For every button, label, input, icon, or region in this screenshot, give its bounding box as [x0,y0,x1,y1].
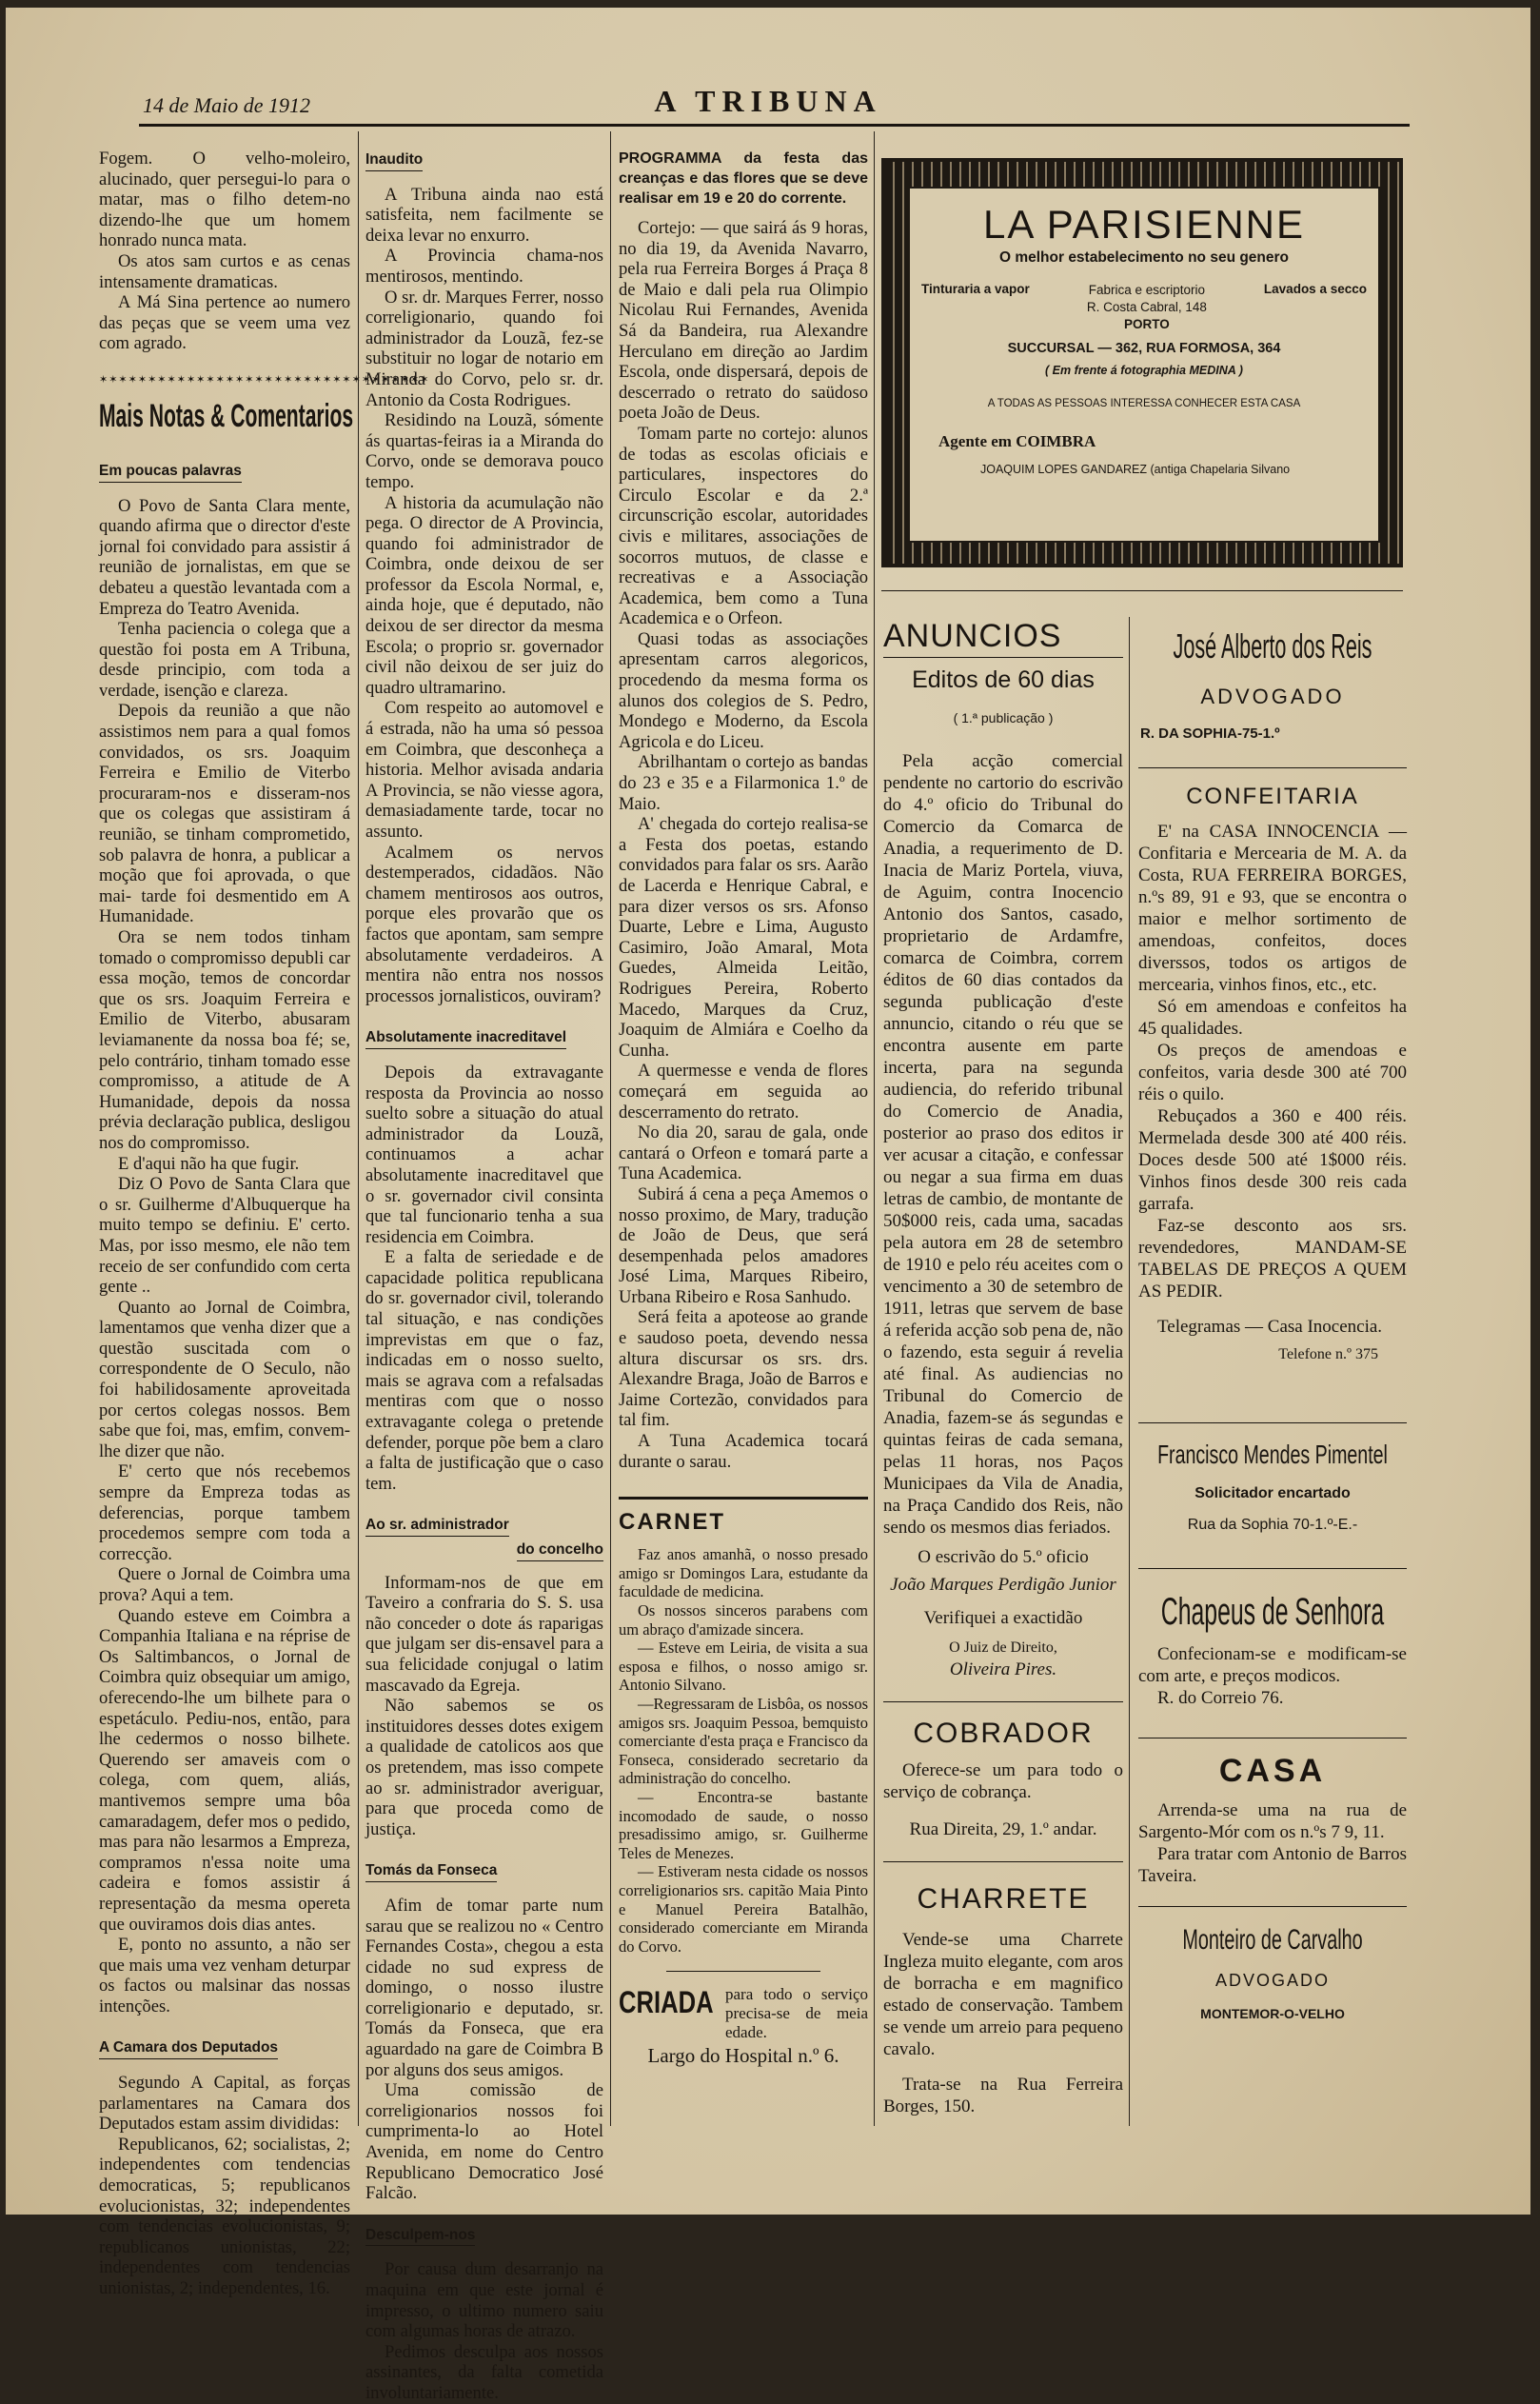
paragraph: E d'aqui não ha que fugir. [118,1153,300,1174]
chapeus-text: Confecionam-se e modificam-se com arte, e preços modicos. [1138,1644,1407,1686]
divider [883,657,1123,658]
editos-body: Pela acção comercial pendente no cartorio do escrivão do 4.º oficio do Tribunal do Comercio da Comarca de Anadia, a requerimento de D. Inacia de Mariz Portela, viuva, de Aguim, contra Inocencio Antonio dos Santos, casado, proprietario de Ardamfre, comarca de Coimbra, correm éditos de 60 dias contados da segunda publicação d'este annuncio, citando o réu que se encontra ausente em parte incerta, para na segunda audiencia, do referido tribunal do Comercio de Anadia, posterior ao praso dos editos ir ver acusar a citação, e confessar ou negar a sua firma em duas letras de cambio, de montante de 50$000 reis, cada uma, sacadas pela autora em 28 de setembro de 1910 e pelo réu aceites com o vencimento a 30 de setembro de 1911, letras que servem de base á referida acção sob pena de, não o fazendo, esta seguir á revelia até final. As audiencias no Tribunal do Comercio de Anadia, fazem-se ás segundas e quintas feiras de cada semana, pelas 11 horas, nos Paços Municipaes da Vila de Anadia, na Praça Candido dos Reis, não sendo os mesmos dias feriados. [883,751,1123,1538]
paragraph: Quanto ao Jornal de Coimbra, lamentamos que venha dizer que a questão suscitada com o correspondente de O Seculo, não foi habilidosamente aproveitada por certos colegas nossos. Bem sabe que foi, mas, emfim, convem-lhe dizer que não. [99,1297,350,1461]
editos-signature-title: O escrivão do 5.º oficio [918,1547,1089,1567]
paragraph: Segundo A Capital, as forças parlamentares na Camara dos Deputados estam assim divididas: [99,2073,350,2135]
ads-column [883,617,1123,2117]
editos-title: Editos de 60 dias [912,666,1095,693]
service-dyeing: Tinturaria a vapor [921,282,1030,296]
pimentel-role: Solicitador encartado [1194,1485,1351,1501]
paragraph: No dia 20, sarau de gala, onde cantará o Orfeon e tomará parte a Tuna Academica. [619,1123,868,1184]
headline: A Camara dos Deputados [99,2037,278,2059]
paragraph: Cortejo: — que sairá ás 9 horas, no dia 19, da Avenida Navarro, pela rua Ferreira Borges á Praça 8 de Maio e dali pela rua Olimpio Nicolau Rui Fernandes, Avenida Sá da Bandeira, rua Alexandre Herculano em direção ao Jardim Escola, onde dispersará, depois de descerrado o retrato do saüdoso poeta João de Deus. [619,218,868,424]
monteiro-role: ADVOGADO [1214,1971,1331,1990]
paragraph: A quermesse e venda de flores começará em seguida ao descerramento do retrato. [619,1061,868,1123]
paragraph: Tomam parte no cortejo: alunos de todas as escolas oficiais e particulares, inspectores do Circulo Escolar e da 2.ª circunscrição escolar, autoridades civis e militares, associações de socorros mutuos, de classe e recreativas e a Associação Academica, bem como a Tuna Academica e o Orfeon. [619,423,868,629]
reis-address: R. DA SOPHIA-75-1.º [1140,725,1280,742]
paragraph: A Tuna Academica tocará durante o sarau. [619,1431,868,1472]
paragraph: A historia da acumulação não pega. O director de A Provincia, quando foi administrador de Coimbra, onde deixou de ser professor da Escola Normal, e, ainda hoje, que é deputado, não deixou de ser director da mesma Escola; o proprio sr. governador civil não deixou de ser juiz do quadro ultramarino. [365,492,603,698]
section-title: Mais Notas & Comentarios [99,397,354,434]
paragraph: — Estiveram nesta cidade os nossos correligionarios srs. capitão Maia Pinto e Manuel Pereira Batalhão, considerado comerciante em Miranda do Corvo. [619,1862,868,1956]
paragraph: Tenha paciencia o colega que a questão foi posta em A Tribuna, desde principio, com toda a verdade, isenção e clareza. [99,619,350,701]
criada-word: CRIADA [619,1985,714,2020]
confeitaria-sweets: Rebuçados a 360 e 400 réis. Mermelada desde 300 até 400 réis. Doces desde 500 até 1$000 réis. Vinhos finos desde 300 reis cada garrafa. [1138,1106,1407,1214]
cobrador-text: Oferece-se um para todo o serviço de cobrança. [883,1760,1123,1802]
monteiro-name: Monteiro de Carvalho [1182,1924,1363,1956]
divider [619,1497,868,1500]
column-2 [365,149,603,2404]
factory-label: Fabrica e escriptorio [1088,283,1206,297]
confeitaria-discount: Faz-se desconto aos srs. revendedores, MANDAM-SE TABELAS DE PREÇOS A QUEM AS PEDIR. [1138,1216,1407,1301]
paragraph: — Esteve em Leiria, de visita a sua esposa e filhos, o nosso amigo sr. Antonio Silvano. [619,1639,868,1695]
parisienne-notice: A TODAS AS PESSOAS INTERESSA CONHECER ESTA CASA [987,398,1301,409]
paragraph: Residindo na Louzã, sómente ás quartas-feiras ia a Miranda do Corvo, onde se demorava pouco tempo. [365,410,603,492]
paragraph: Acalmem os nervos destemperados, cidadãos. Não chamem mentirosos aos outros, porque eles provarão que os factos que apontam, sam sempre absolutamente verdadeiros. A mentira não entra nos nossos processos jornalisticos, ouviram? [365,842,603,1006]
agent-label: Agente em COIMBRA [938,432,1096,450]
paragraph: Ora se nem todos tinham tomado o compromisso depubli car essa moção, temos de concordar que os srs. Joaquim Ferreira e Emilio de Viterbo, abusaram leviamanente da nossa boa fé; se, pelo contrário, tinham tomado esse compromisso, a atitude de A Humanidade, depois da nossa prévia declaração publica, desligou nos do compromisso. [99,927,350,1153]
program-title: PROGRAMMA da festa das creanças e das flores que se deve realisar em 19 e 20 do corrente. [619,150,868,207]
paragraph: Quasi todas as associações apresentam carros alegoricos, procedendo da mesma forma os alunos dos colegios de S. Pedro, Mondego e Moderno, da Escola Agricola e do Liceu. [619,628,868,752]
casa-title: CASA [1218,1753,1327,1789]
paragraph: E, ponto no assunto, a não ser que mais uma vez venham deturpar os factos ou malsinar das nossas intenções. [99,1935,350,2017]
parisienne-ad [881,158,1403,567]
factory-city: PORTO [1123,317,1170,331]
divider [883,1861,1123,1862]
ornament-rule: ✶✶✶✶✶✶✶✶✶✶✶✶✶✶✶✶✶✶✶✶✶✶✶✶✶✶✶✶✶✶✶✶✶✶ [99,373,430,386]
editos-signature: João Marques Perdigão Junior [890,1575,1116,1595]
issue-date: 14 de Maio de 1912 [143,93,310,117]
headline: Tomás da Fonseca [365,1860,497,1882]
carnet-title: CARNET [619,1509,725,1536]
monteiro-address: MONTEMOR-O-VELHO [1200,2006,1345,2021]
paragraph: Os nossos sinceros parabens com um abraço d'amizade sincera. [619,1601,868,1639]
paragraph: E' certo que nós recebemos sempre da Empreza todas as deferencias, porque tambem procedemos sempre com toda a correcção. [99,1461,350,1564]
right-ads-column [1138,626,1407,2025]
service-dry-clean: Lavados a secco [1263,282,1367,296]
paragraph: Os atos sam curtos e as cenas intensamente dramaticas. [99,250,350,292]
reis-role: ADVOGADO [1200,685,1345,708]
paragraph: Abrilhantam o cortejo as bandas do 23 e 35 e a Filarmonica 1.º de Maio. [619,752,868,814]
divider [1138,1568,1407,1569]
paragraph: Afim de tomar parte num sarau que se realizou no « Centro Fernandes Costa», chegou a esta cidade no sud express de domingo, o nosso ilustre correligionario e deputado, sr. Tomás da Fonseca, que era aguardado na gare de Coimbra B por alguns dos seus amigos. [365,1895,603,2080]
confeitaria-phone: Telefone n.º 375 [1278,1346,1378,1362]
headline: Em poucas palavras [99,461,242,483]
headline: do concelho [517,1540,603,1561]
divider [883,1701,1123,1702]
chapeus-title: Chapeus de Senhora [1160,1591,1385,1633]
column-3 [619,149,868,2067]
verification: Verifiquei a exactidão [923,1608,1083,1628]
agent-name: JOAQUIM LOPES GANDAREZ (antiga Chapelaria Silvano [980,463,1291,476]
paragraph: Depois da reunião a que não assistimos nem para a qual fomos convidados, os srs. Joaquim Ferreira e Emilio de Viterbo procuraram-nos e disseram-nos que os colegas que assistiram á reunião, se tinham comprometido, sob palavra de honra, a publicar a moção que foi aprovada, o que mai- tarde foi desmentido em A Humanidade. [99,701,350,927]
branch-location: ( Em frente á fotographia MEDINA ) [1045,364,1243,377]
paragraph: Republicanos, 62; socialistas, 2; independentes com tendencias democraticas, 5; republicanos evolucionistas, 32; independentes com tendencias evolucionistas, 9; republicanos unionistas, 22; independentes com tendencias unionistas, 2; independentes, 16. [99,2134,350,2298]
paragraph: Não sabemos se os instituidores desses dotes exigem a qualidade de catolicos aos que os pretendem, mas isso compete ao sr. administrador averiguar, para que proceda como de justiça. [365,1696,603,1839]
paragraph: A Provincia chama-nos mentirosos, mentindo. [365,246,603,287]
divider [881,590,1403,591]
criada-address: Largo do Hospital n.º 6. [647,2044,839,2068]
paragraph: Depois da extravagante resposta da Provincia ao nosso suelto sobre a situação do atual administrador da Louzã, continuamos a achar absolutamente inacreditavel que o sr. governador civil consinta que tal funcionario tenha a sua residencia em Coimbra. [365,1062,603,1247]
column-rule [358,131,359,2126]
branch-address: SUCCURSAL — 362, RUA FORMOSA, 364 [1007,341,1281,356]
charrete-address: Trata-se na Rua Ferreira Borges, 150. [883,2075,1123,2116]
charrete-text: Vende-se uma Charrete Ingleza muito elegante, com aros de borracha e em magnifico estado de conservação. Tambem se vende um arreio para pequeno cavalo. [883,1930,1123,2059]
paragraph: Fogem. O velho-moleiro, alucinado, quer persegui-lo para o matar, mas o filho detem-no dizendo-lhe que um homem honrado nunca mata. [99,149,350,251]
judge-title: O Juiz de Direito, [949,1639,1057,1656]
headline: Desculpem-nos [365,2225,475,2247]
paragraph: Quando esteve em Coimbra a Companhia Italiana e na réprise de Os Saltimbancos, o Jornal de Coimbra quiz obsequiar um amigo, oferecendo-lhe um bilhete para o espetáculo. Pediu-nos, então, para lhe cedermos o nosso bilhete. Querendo ser amaveis com o colega, com quem, aliás, mantivemos sempre uma bôa camaradagem, defer mos o pedido, mas para não lesarmos a Empreza, compramos n'essa noite uma cadeira e fomos assistir á representação da mesma opereta que ouviramos dois dias antes. [99,1605,350,1935]
header-rule [139,124,1410,127]
confeitaria-title: CONFEITARIA [1186,784,1359,809]
masthead-title: A TRIBUNA [654,84,882,118]
paragraph: Subirá á cena a peça Amemos o nosso proximo, de Mary, tradução de João de Deus, que será desempenhada pelos amadores José Lima, Marques Ribeiro, Urbana Ribeiro e Rosa Sanhudo. [619,1183,868,1307]
criada-text: para todo o serviço precisa-se de meia edade. [725,1985,868,2042]
paragraph: Pedimos desculpa aos nossos assinantes, da falta cometida involuntariamente. [365,2341,603,2403]
chapeus-address: R. do Correio 76. [1157,1688,1284,1708]
paragraph: Quere o Jornal de Coimbra uma prova? Aqui a tem. [99,1564,350,1605]
paragraph: O sr. dr. Marques Ferrer, nosso correligionario, quando foi administrador da Louzã, fez-se substituir no logar de notario em Miranda do Corvo, pelo sr. dr. Antonio da Costa Rodrigues. [365,287,603,410]
paragraph: E a falta de seriedade e de capacidade politica republicana do sr. governador civil, tolerando tal situação, e nas condições imprevistas em que o faz, indicadas em o nosso suelto, mais se agrava com a refalsadas mentiras com que o nosso extravagante colega o pretende defender, porque põe bem a claro a falta de justificação que o caso tem. [365,1247,603,1494]
pimentel-name: Francisco Mendes Pimentel [1157,1440,1388,1469]
paragraph: Será feita a apoteose ao grande e saudoso poeta, devendo nessa altura discursar os srs. drs. Alexandre Braga, João de Barros e Jaime Cortezão, convidados para tal fim. [619,1307,868,1431]
paragraph: Com respeito ao automovel e á estrada, não ha uma só pessoa em Coimbra, que desconheça a historia. Melhor avisada andaria A Provincia, se não viesse agora, demasiadamente tarde, tocar no assunto. [365,698,603,842]
reis-name: José Alberto dos Reis [1173,626,1372,666]
confeitaria-qualities: Só em amendoas e confeitos ha 45 qualidades. [1138,997,1407,1039]
paragraph: — Encontra-se bastante incomodado de saude, o nosso presadissimo amigo, sr. Guilherme Teles de Menezes. [619,1787,868,1862]
ads-heading: ANUNCIOS [883,618,1062,654]
headline: Inaudito [365,149,423,171]
divider [1138,1906,1407,1907]
cobrador-title: COBRADOR [913,1718,1094,1749]
paragraph: A' chegada do cortejo realisa-se a Festa dos poetas, estando convidados para falar os srs. Aarão de Lacerda e Henrique Cabral, e para dizer versos os srs. Afonso Duarte, Lebre e Lima, Augusto Casimiro, João Amaral, Mota Guedes, Almeida Leitão, Rodrigues Pereira, Roberto Macedo, Marques da Cruz, Joaquim de Almiára e Coelho da Cunha. [619,814,868,1061]
cobrador-address: Rua Direita, 29, 1.º andar. [909,1819,1097,1839]
pimentel-address: Rua da Sophia 70-1.º-E.- [1187,1517,1358,1533]
paragraph: A Tribuna ainda nao está satisfeita, nem facilmente se deixa levar no enxurro. [365,184,603,246]
divider [666,1971,820,1972]
paragraph: Uma comissão de correligionarios nossos foi cumprimenta-lo ao Hotel Avenida, em nome do Centro Republicano Democratico José Falcão. [365,2080,603,2204]
casa-text: Arrenda-se uma na rua de Sargento-Mór com os n.ºs 7 9, 11. [1138,1800,1407,1842]
parisienne-tagline: O melhor estabelecimento no seu genero [998,249,1290,266]
paragraph: —Regressaram de Lisbôa, os nossos amigos srs. Joaquim Pessoa, bemquisto comerciante d'esta praça e Francisco da Fonseca, considerado secretario da administração do concelho. [619,1694,868,1788]
newspaper-page [6,8,1530,2403]
charrete-title: CHARRETE [917,1883,1090,1915]
headline: Absolutamente inacreditavel [365,1027,566,1049]
editos-publication: ( 1.ª publicação ) [953,710,1054,725]
paragraph: Diz O Povo de Santa Clara que o sr. Guilherme d'Albuquerque ha muito tempo se definiu. E' certo. Mas, por isso mesmo, ele não tem receio de ser confundido com certa gente .. [99,1174,350,1298]
divider [1138,1422,1407,1423]
confeitaria-telegram: Telegramas — Casa Inocencia. [1157,1317,1383,1337]
headline: Ao sr. administrador [365,1515,509,1537]
paragraph: Faz anos amanhã, o nosso presado amigo sr Domingos Lara, estudante da faculdade de medicina. [619,1545,868,1601]
judge-name: Oliveira Pires. [949,1659,1057,1679]
confeitaria-prices: Os preços de amendoas e confeitos, varia desde 300 até 700 réis o quilo. [1138,1041,1407,1104]
paragraph: O Povo de Santa Clara mente, quando afirma que o director d'este jornal foi convidado para assistir á reunião de jornalistas, em que se debateu a questão levantada com a Empreza do Teatro Avenida. [99,495,350,619]
divider [1138,767,1407,768]
factory-address: R. Costa Cabral, 148 [1086,300,1207,314]
paragraph: Informam-nos de que em Taveiro a confraria do S. S. usa não conceder o dote ás raparigas que julgam ser dis-ensavel para a sua felicidade conjugal o latim mascavado da Egreja. [365,1572,603,1696]
parisienne-inner [908,187,1380,543]
column-rule [874,131,875,2126]
column-rule [1129,617,1130,2126]
paragraph: Por causa dum desarranjo na maquina em que este jornal é impresso, o ultimo numero saiu com algumas horas de atrazo. [365,2259,603,2342]
confeitaria-body: E' na CASA INNOCENCIA — Confitaria e Mercearia de M. A. da Costa, RUA FERREIRA BORGES, n.ºs 89, 91 e 93, que se encontra o maior e melhor sortimento de amendoas, confeitos, doces diverssos, todos os artigos de mercearia, vinhos finos, etc., etc. [1138,822,1407,995]
parisienne-name: LA PARISIENNE [982,202,1305,247]
paragraph: A Má Sina pertence ao numero das peças que se veem uma vez com agrado. [99,292,350,354]
casa-contact: Para tratar com Antonio de Barros Taveira. [1138,1844,1407,1886]
column-rule [610,131,611,2126]
